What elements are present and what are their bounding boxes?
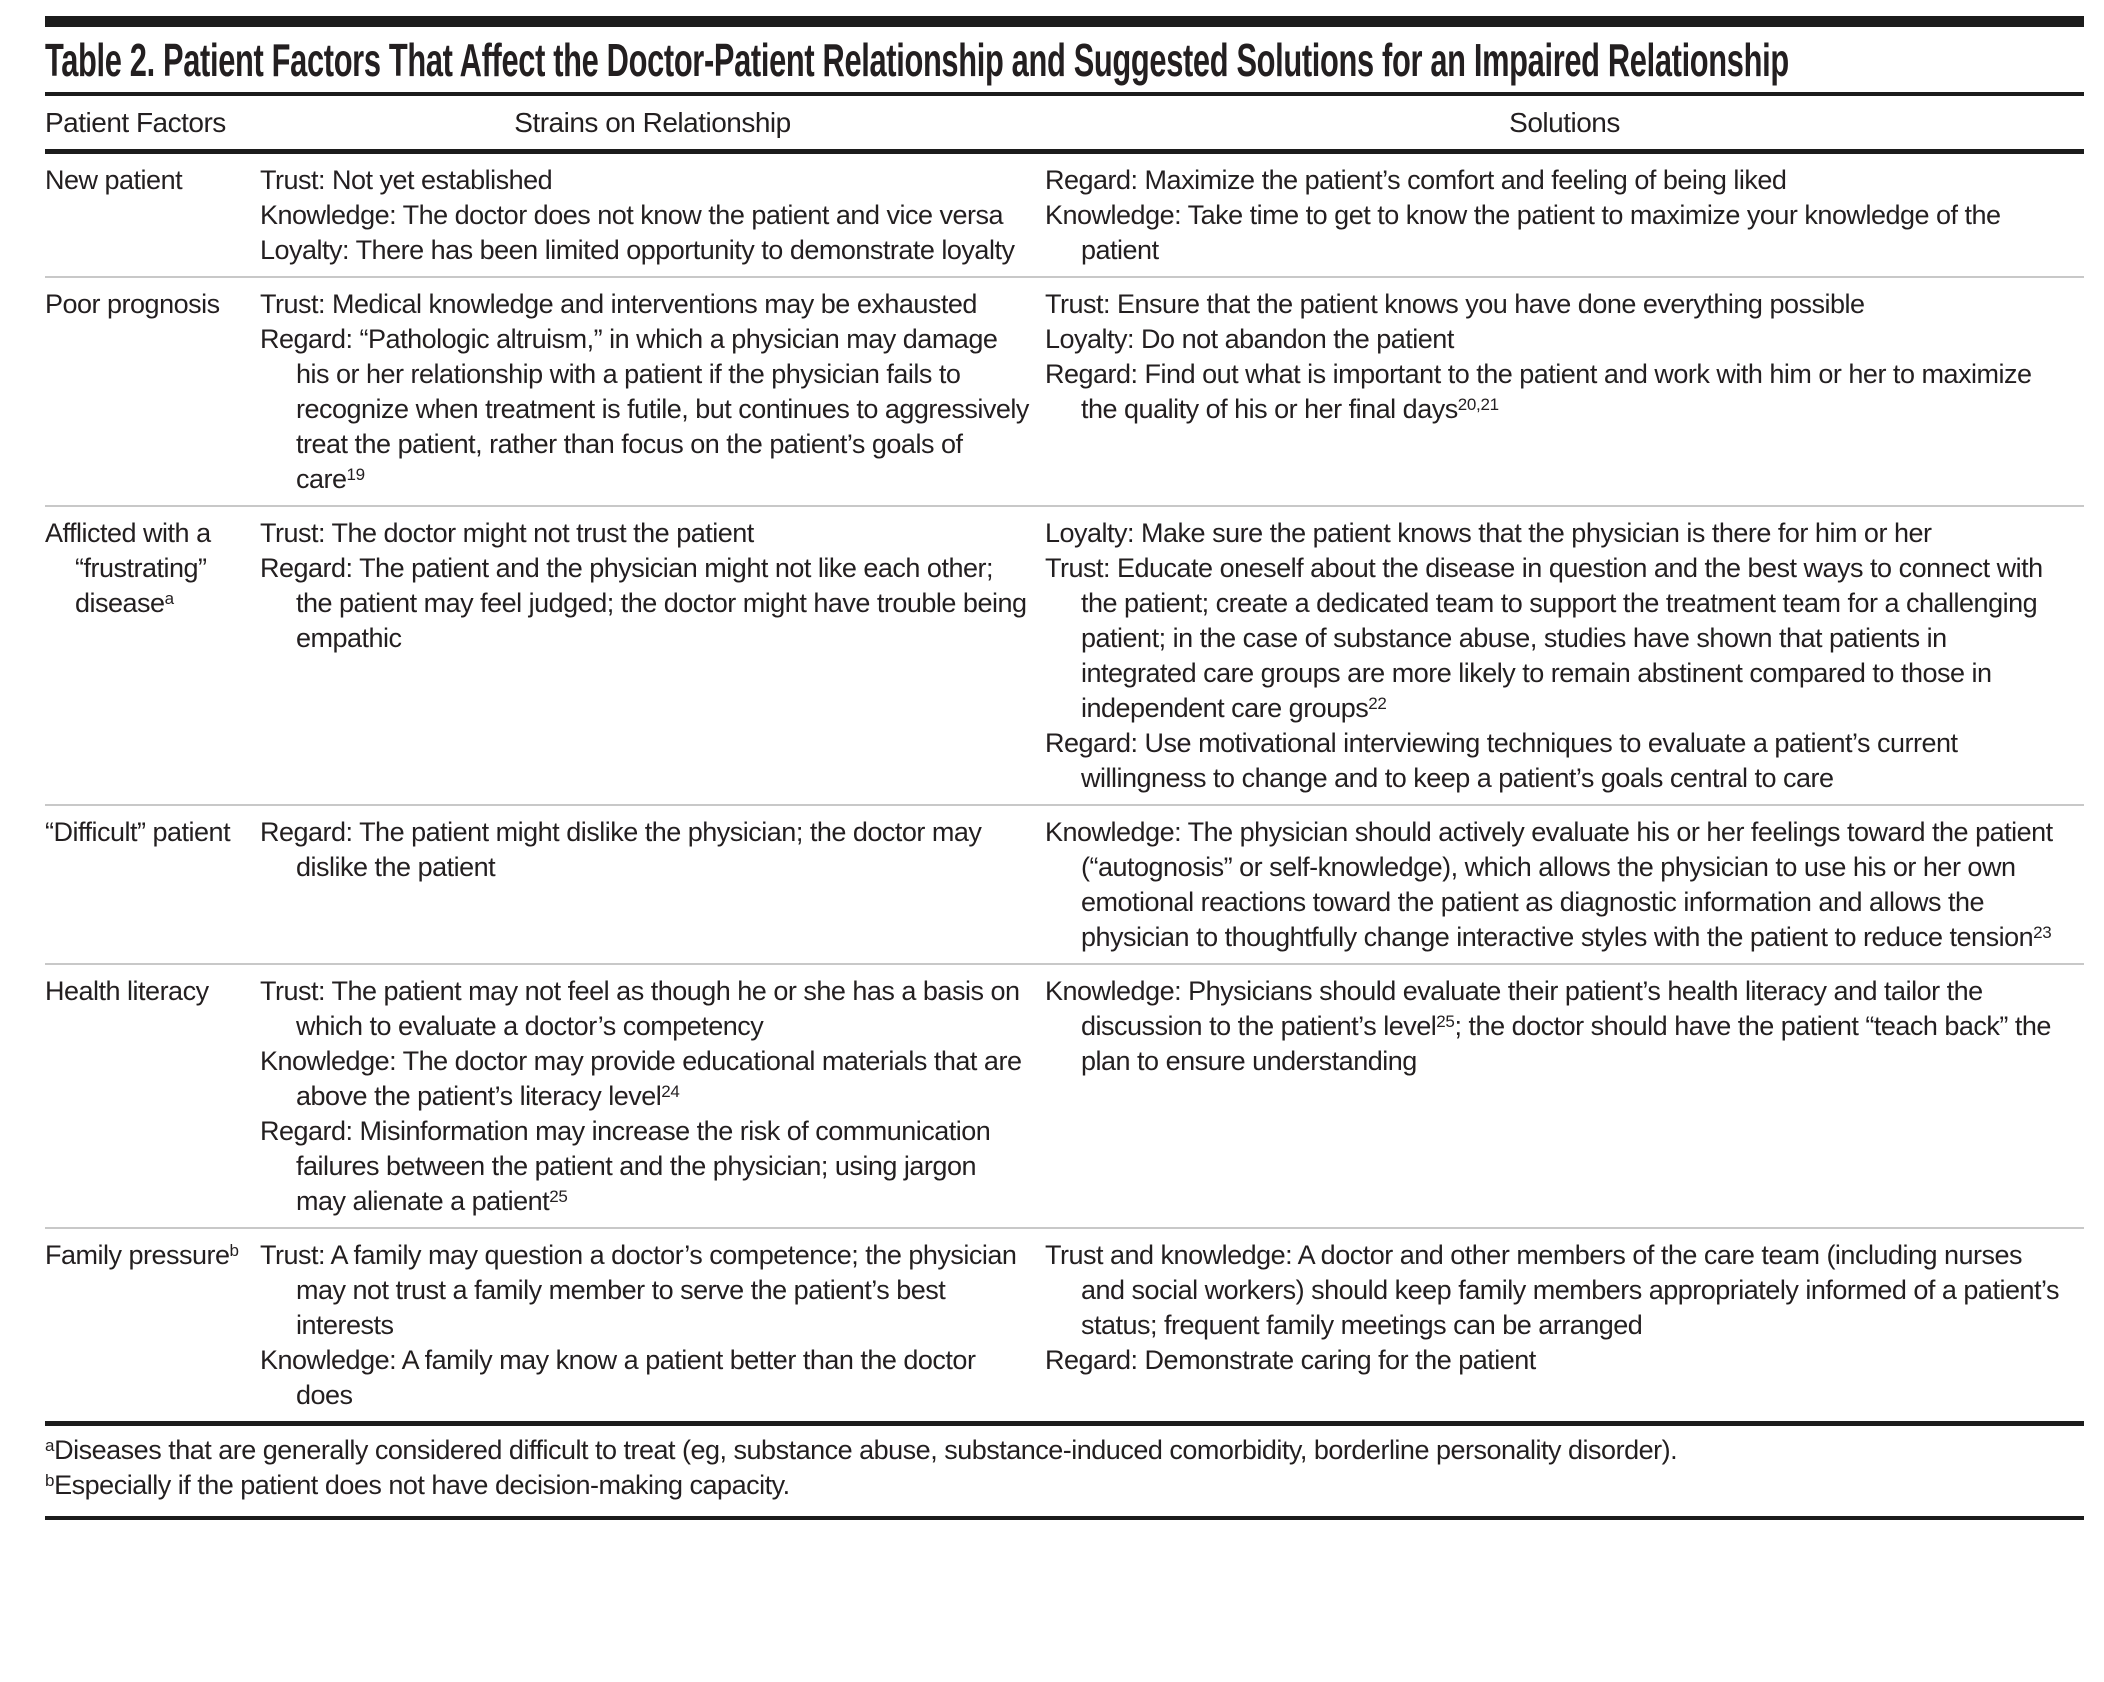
solution-item: Trust and knowledge: A doctor and other members of the care team (including nurses and social workers) should keep family members appropriately informed of a patient’s status; frequent family meetings can be arranged [1045, 1240, 2059, 1340]
strains-cell [260, 287, 1045, 497]
table-title [45, 32, 2084, 88]
solutions-cell [1045, 516, 2084, 796]
solutions-cell [1045, 815, 2084, 955]
strain-item: Trust: The patient may not feel as though he or she has a basis on which to evaluate a doctor’s competency [260, 976, 1020, 1041]
strain-item: Knowledge: A family may know a patient better than the doctor does [260, 1345, 976, 1410]
strain-item: Regard: The patient might dislike the physician; the doctor may dislike the patient [260, 817, 982, 882]
factor-cell: Poor prognosis [45, 289, 220, 319]
strains-cell [260, 1238, 1045, 1413]
reference-superscript: 22 [1368, 693, 1387, 713]
strain-item: Trust: Not yet established [260, 165, 553, 195]
solution-item: Trust: Ensure that the patient knows you have done everything possible [1045, 289, 1865, 319]
reference-superscript: a [164, 588, 174, 608]
footnote-marker: a [45, 1435, 55, 1455]
reference-superscript: 23 [2033, 922, 2052, 942]
solutions-cell [1045, 974, 2084, 1219]
footnote-marker: b [45, 1470, 55, 1490]
table-row [45, 154, 2084, 278]
reference-superscript: 20,21 [1457, 394, 1499, 414]
table-title-text: Table 2. Patient Factors That Affect the Doctor-Patient Relationship and Suggested Solutions for an Impaired Relationship [45, 34, 1789, 86]
solutions-cell [1045, 287, 2084, 497]
solution-item: Regard: Demonstrate caring for the patient [1045, 1345, 1536, 1375]
strain-item: Knowledge: The doctor does not know the patient and vice versa [260, 200, 1003, 230]
solution-item: Loyalty: Do not abandon the patient [1045, 324, 1454, 354]
reference-superscript: 25 [1436, 1011, 1455, 1031]
top-rule [45, 16, 2084, 27]
factor-cell: Health literacy [45, 976, 209, 1006]
strain-item: Trust: A family may question a doctor’s competence; the physician may not trust a family member to serve the patient’s best interests [260, 1240, 1017, 1340]
table-row [45, 507, 2084, 806]
strain-item: Loyalty: There has been limited opportunity to demonstrate loyalty [260, 235, 1015, 265]
column-header-row [45, 96, 2084, 149]
strain-item: Knowledge: The doctor may provide educational materials that are above the patient’s literacy level$^{24}$ [260, 1046, 1022, 1111]
table-body [45, 154, 2084, 1421]
strains-cell [260, 516, 1045, 796]
bottom-rule [45, 1516, 2084, 1520]
column-header-solutions: Solutions [1509, 107, 1620, 138]
table-row [45, 1229, 2084, 1421]
factor-cell: Family pressure$^b$ [45, 1240, 239, 1270]
footnotes [45, 1426, 2084, 1510]
strain-item: Regard: “Pathologic altruism,” in which a physician may damage his or her relationship with a patient if the physician fails to recognize when treatment is futile, but continues to aggressively treat the patient, rather than focus on the patient’s goals of care$^{19}$ [260, 324, 1029, 494]
solution-item: Regard: Maximize the patient’s comfort and feeling of being liked [1045, 165, 1787, 195]
table-row [45, 806, 2084, 965]
reference-superscript: b [229, 1240, 239, 1260]
solution-item: Knowledge: Physicians should evaluate their patient’s health literacy and tailor the discussion to the patient’s level$^{25}$; the doctor should have the patient “teach back” the plan to ensure understanding [1045, 976, 2051, 1076]
solution-item: Knowledge: The physician should actively evaluate his or her feelings toward the patient (“autognosis” or self-knowledge), which allows the physician to use his or her own emotional reactions toward the patient as diagnostic information and allows the physician to thoughtfully change interactive styles with the patient to reduce tension$^{23}$ [1045, 817, 2053, 952]
strain-item: Trust: Medical knowledge and interventions may be exhausted [260, 289, 977, 319]
table-row [45, 965, 2084, 1229]
solution-item: Knowledge: Take time to get to know the patient to maximize your knowledge of the patient [1045, 200, 2001, 265]
strains-cell [260, 163, 1045, 268]
footnote-line: $^a$Diseases that are generally considered difficult to treat (eg, substance abuse, substance-induced comorbidity, borderline personality disorder). [45, 1435, 1678, 1465]
reference-superscript: 25 [549, 1186, 568, 1206]
strain-item: Regard: Misinformation may increase the risk of communication failures between the patient and the physician; using jargon may alienate a patient$^{25}$ [260, 1116, 991, 1216]
solution-item: Regard: Use motivational interviewing techniques to evaluate a patient’s current willingness to change and to keep a patient’s goals central to care [1045, 728, 1958, 793]
reference-superscript: 24 [661, 1081, 680, 1101]
column-header-patient-factors: Patient Factors [45, 107, 226, 138]
strains-cell [260, 974, 1045, 1219]
strains-cell [260, 815, 1045, 955]
solution-item: Trust: Educate oneself about the disease in question and the best ways to connect with the patient; create a dedicated team to support the treatment team for a challenging patient; in the case of substance abuse, studies have shown that patients in integrated care groups are more likely to remain abstinent compared to those in independent care groups$^{22}$ [1045, 553, 2043, 723]
factor-cell: “Difficult” patient [45, 817, 231, 847]
footnote-line: $^b$Especially if the patient does not have decision-making capacity. [45, 1470, 790, 1500]
strain-item: Regard: The patient and the physician might not like each other; the patient may feel judged; the doctor might have trouble being empathic [260, 553, 1027, 653]
solutions-cell [1045, 1238, 2084, 1413]
factor-cell: Afflicted with a “frustrating” disease$^a$ [45, 518, 211, 618]
reference-superscript: 19 [346, 464, 365, 484]
column-header-strains: Strains on Relationship [514, 107, 791, 138]
solution-item: Regard: Find out what is important to the patient and work with him or her to maximize the quality of his or her final days$^{20,21}$ [1045, 359, 2032, 424]
solution-item: Loyalty: Make sure the patient knows that the physician is there for him or her [1045, 518, 1932, 548]
solutions-cell [1045, 163, 2084, 268]
table-row [45, 278, 2084, 507]
strain-item: Trust: The doctor might not trust the patient [260, 518, 754, 548]
factor-cell: New patient [45, 165, 183, 195]
